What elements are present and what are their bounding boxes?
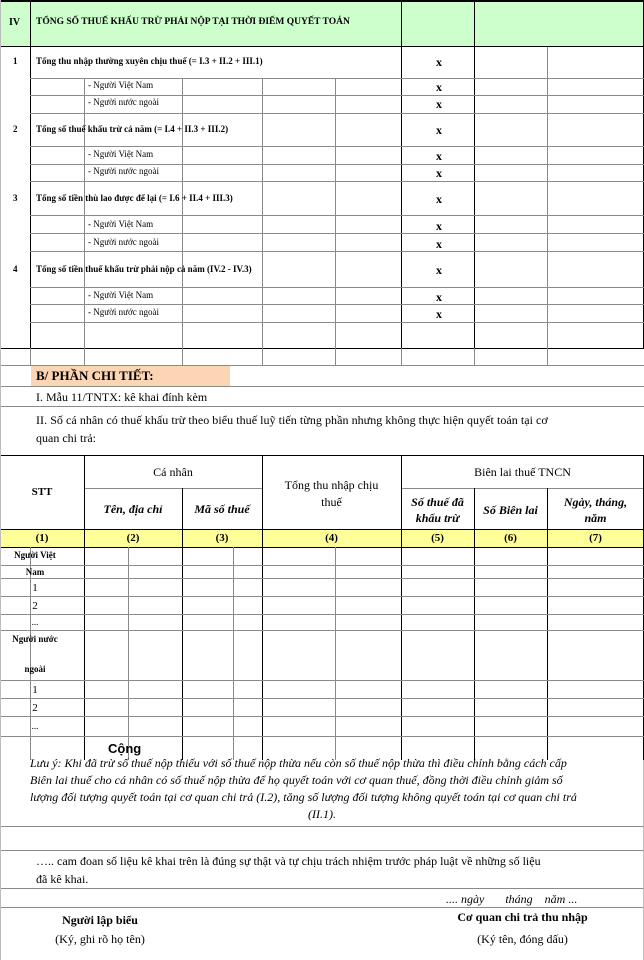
detail-body-h — [0, 578, 644, 579]
header-tong-thu-nhap-line1: Tổng thu nhập chịu — [284, 478, 379, 492]
sec-iv-grid-v — [335, 78, 336, 348]
sec-iv-grid-h — [30, 146, 644, 147]
col-number-3: (3) — [215, 532, 229, 544]
col-number-7: (7) — [589, 532, 602, 544]
x-mark: x — [436, 123, 442, 137]
header-ca-nhan: Cá nhân — [153, 465, 193, 479]
vn-row-2: 2 — [32, 600, 38, 612]
row-1-label: Tổng thu nhập thường xuyên chịu thuế (= I.3 + II.2 + III.1) — [36, 56, 263, 66]
detail-body-h — [0, 680, 644, 681]
total-label: Cộng — [108, 741, 142, 756]
signature-right-title: Cơ quan chi trả thu nhập — [457, 910, 588, 924]
row-3-sub-vn: - Người Việt Nam — [88, 219, 154, 229]
declaration-top-h — [0, 850, 644, 851]
spacer-grid-v — [401, 348, 402, 365]
detail-body-h — [0, 736, 644, 737]
row-2-label: Tổng số thuế khấu trừ cả năm (= I.4 + II.3 + III.2) — [36, 124, 229, 134]
foreign-row-2: 2 — [32, 702, 38, 714]
note-bottom-h — [0, 826, 644, 827]
spacer-grid-v — [474, 348, 475, 365]
detail-body-h — [0, 614, 644, 615]
x-mark: x — [436, 219, 442, 233]
x-mark: x — [436, 307, 442, 321]
row-4-label: Tổng số tiền thuế khấu trừ phải nộp cả năm (IV.2 - IV.3) — [36, 264, 252, 274]
sec-iv-grid-h — [30, 95, 644, 96]
x-mark: x — [436, 55, 442, 69]
row-2-sub-foreign: - Người nước ngoài — [88, 166, 160, 176]
detail-body-h — [0, 565, 644, 566]
header-stt: STT — [31, 486, 53, 498]
sec-iv-border-v — [401, 0, 402, 348]
row-3-number: 3 — [13, 193, 18, 203]
page-left-edge — [0, 0, 1, 960]
detail-body-h — [0, 698, 644, 699]
header-ngay-line1: Ngày, tháng, — [563, 495, 628, 509]
part-b-item-ii-line2: quan chi trả: — [36, 431, 96, 445]
row-4-sub-foreign: - Người nước ngoài — [88, 307, 160, 317]
detail-table-border-h — [0, 455, 644, 456]
header-so-thue-line2: khấu trừ — [415, 511, 460, 525]
header-so-bien-lai: Số Biên lai — [483, 503, 538, 517]
x-mark: x — [436, 149, 442, 163]
spacer-grid-v — [30, 348, 31, 365]
row-4-number: 4 — [13, 264, 18, 274]
sec-iv-grid-h — [30, 322, 644, 323]
sec-iv-grid-h — [30, 287, 644, 288]
x-mark: x — [436, 263, 442, 277]
declaration-line1: ….. cam đoan số liệu kê khai trên là đúng sự thật và tự chịu trách nhiệm trước pháp luật về những số liệu — [36, 854, 541, 868]
col-number-1: (1) — [35, 532, 49, 544]
row-2-number: 2 — [13, 124, 18, 134]
group-foreign-line2: ngoài — [24, 664, 46, 674]
section-iv-number: IV — [9, 17, 21, 28]
detail-body-h — [0, 596, 644, 597]
row-1-sub-foreign: - Người nước ngoài — [88, 97, 160, 107]
row-3-sub-foreign: - Người nước ngoài — [88, 237, 160, 247]
spacer-grid-v — [182, 348, 183, 365]
detail-header-mid-h — [401, 488, 644, 489]
x-mark: x — [436, 166, 442, 180]
spacer-grid-v — [547, 348, 548, 365]
col-number-2: (2) — [126, 532, 140, 544]
header-so-thue-line1: Số thuế đã — [411, 495, 464, 509]
signature-left-note: (Ký, ghi rõ họ tên) — [55, 932, 145, 946]
signature-right-note: (Ký tên, đóng dấu) — [477, 932, 568, 946]
sec-iv-grid-v — [182, 78, 183, 348]
sec-iv-grid-h — [30, 78, 644, 79]
sec-iv-grid-v — [547, 46, 548, 348]
note-line-2: lượng đối tượng quyết toán tại cơ quan chi trả (I.2), tăng số lượng đối tượng không quyết toán tại cơ quan chi trả — [30, 790, 577, 804]
group-vn-line1: Người Việt — [14, 550, 56, 560]
part-b-item-ii-line1: II. Số cá nhân có thuế khấu trừ theo biểu thuế luỹ tiến từng phần nhưng không thực hiện quyết toán tại cơ — [36, 413, 548, 427]
vn-row-ellipsis: ... — [31, 617, 39, 627]
group-vn-line2: Nam — [25, 567, 45, 577]
foreign-row-ellipsis: ... — [31, 721, 39, 731]
date-bottom-h — [0, 907, 644, 908]
row-2-sub-vn: - Người Việt Nam — [88, 149, 154, 159]
col-number-4: (4) — [325, 532, 338, 544]
sec-iv-grid-v — [84, 78, 85, 348]
part-b-title: B/ PHẦN CHI TIẾT: — [36, 368, 154, 383]
spacer-grid-v — [262, 348, 263, 365]
section-iv-thick-top — [0, 0, 644, 2]
note-line-3: (II.1). — [308, 807, 336, 821]
x-mark: x — [436, 80, 442, 94]
sec-iv-grid-h — [30, 233, 644, 234]
detail-body-h — [0, 716, 644, 717]
x-mark: x — [436, 237, 442, 251]
sec-iv-grid-v — [262, 78, 263, 348]
sec-iv-grid-h — [0, 46, 644, 47]
sec-iv-grid-h — [30, 251, 644, 252]
x-mark: x — [436, 97, 442, 111]
header-ngay-line2: năm — [584, 511, 607, 525]
sec-iv-border-v — [474, 0, 475, 348]
group-foreign-line1: Người nước — [12, 634, 58, 644]
sec-iv-grid-h — [30, 181, 644, 182]
row-3-label: Tổng số tiền thù lao được để lại (= I.6 + II.4 + III.3) — [36, 193, 233, 203]
declaration-line2: đã kê khai. — [36, 872, 89, 886]
part-b-grid-h — [0, 386, 644, 387]
spacer-grid-v — [84, 348, 85, 365]
sec-iv-grid-h — [30, 215, 644, 216]
note-block — [0, 756, 644, 826]
header-tong-thu-nhap-line2: thuế — [321, 495, 342, 509]
detail-header-mid-h — [84, 488, 262, 489]
sec-iv-grid-h — [30, 113, 644, 114]
header-bien-lai: Biên lai thuế TNCN — [474, 465, 571, 479]
declaration-bottom-h — [0, 888, 644, 889]
col-number-6: (6) — [504, 532, 517, 544]
note-line-1: Biên lai thuế cho cá nhân có số thuế nộp thừa để họ quyết toán với cơ quan thuế, đồng thời điều chỉnh giảm số — [30, 773, 563, 787]
spacer-grid-v — [335, 348, 336, 365]
sec-iv-grid-h — [30, 304, 644, 305]
sec-iv-border-v — [30, 0, 31, 348]
note-line-0: Lưu ý: Khi đã trừ số thuế nộp thiếu với số thuế nộp thừa nếu còn số thuế nộp thừa thì điều chỉnh bằng cách cấp — [30, 756, 567, 770]
detail-body-h — [0, 630, 644, 631]
row-1-sub-vn: - Người Việt Nam — [88, 80, 154, 90]
signature-left-title: Người lập biểu — [62, 913, 138, 927]
section-iv-title: TỔNG SỐ THUẾ KHẤU TRỪ PHẢI NỘP TẠI THỜI ĐIỂM QUYẾT TOÁN — [36, 17, 350, 27]
row-4-sub-vn: - Người Việt Nam — [88, 290, 154, 300]
header-ma-so-thue: Mã số thuế — [194, 502, 250, 516]
date-line: .... ngày tháng năm ... — [446, 892, 578, 906]
sec-iv-grid-h — [30, 164, 644, 165]
part-b-grid-h — [0, 406, 644, 407]
foreign-row-1: 1 — [32, 684, 38, 696]
row-1-number: 1 — [13, 56, 18, 66]
vn-row-1: 1 — [32, 582, 38, 594]
x-mark: x — [436, 290, 442, 304]
part-b-item-i: I. Mẫu 11/TNTX: kê khai đính kèm — [36, 390, 208, 404]
x-mark: x — [436, 192, 442, 206]
col-number-5: (5) — [431, 532, 444, 544]
header-ten-dia-chi: Tên, địa chỉ — [103, 502, 163, 516]
